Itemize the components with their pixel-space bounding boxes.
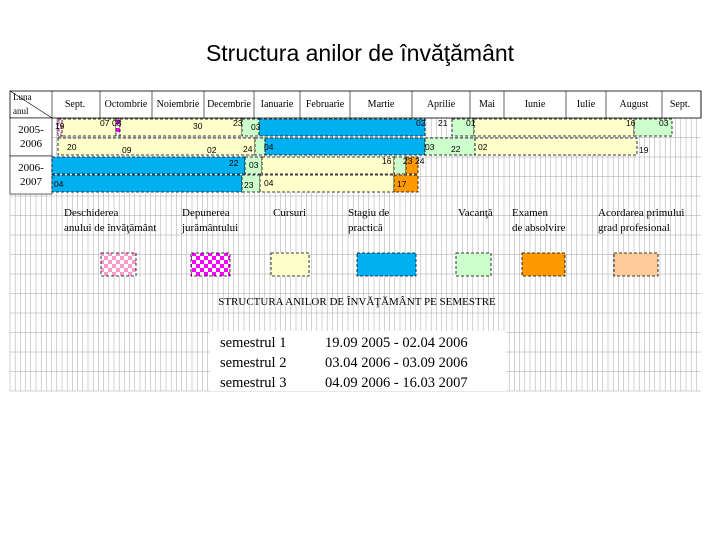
date-label-r2-1: 09 (122, 145, 132, 155)
month-label: Aprilie (426, 99, 456, 110)
year-label-2005-2006-line2: 2006 (20, 138, 42, 150)
date-label-r4-0: 04 (54, 179, 64, 189)
semester-3-name: semestrul 3 (220, 375, 287, 391)
semester-1-name: semestrul 1 (220, 335, 287, 351)
corner-month-label: Luna (13, 92, 32, 102)
date-label-r2-6: 22 (451, 144, 461, 154)
bar-courses-2005-r2 (58, 138, 255, 155)
date-label-r1-6: 02 (416, 118, 426, 128)
year-label-2005-2006-line1: 2005- (18, 124, 44, 136)
month-label: Decembrie (207, 99, 251, 110)
legend-swatch-courses (271, 253, 309, 276)
bar-practice-2006 (259, 119, 425, 136)
semester-2-name: semestrul 2 (220, 355, 287, 371)
date-label-r1-3: 30 (193, 121, 203, 131)
legend-label-practice-line2: practică (348, 222, 383, 234)
month-label: Sept. (669, 99, 691, 110)
legend-swatch-practice (357, 253, 416, 276)
month-label: August (619, 99, 649, 110)
date-label-r1-0: 19 (55, 121, 65, 131)
year-label-2006-2007-line2: 2007 (20, 176, 42, 188)
semester-3-period: 04.09 2006 - 16.03 2007 (325, 375, 468, 391)
legend-swatch-vacation (456, 253, 491, 276)
bar-courses-2007-r3 (262, 157, 394, 174)
legend-label-courses: Cursuri (273, 207, 306, 219)
bar-practice-2006-r2 (265, 138, 425, 155)
month-label: Sept. (64, 99, 86, 110)
date-label-r4-3: 17 (397, 179, 407, 189)
date-label-r1-4: 23 (233, 118, 243, 128)
date-label-r2-3: 24 (243, 144, 253, 154)
date-label-r1-10: 03 (659, 118, 669, 128)
date-label-r2-8: 19 (639, 145, 649, 155)
date-label-r1-5: 03 (251, 122, 261, 132)
bar-courses-2006-r2 (475, 138, 637, 155)
month-label: Iunie (524, 99, 546, 110)
legend-label-vacation: Vacanţă (458, 207, 493, 219)
bar-practice-2006-r3 (52, 157, 245, 174)
legend-label-oath-line2: jurământului (182, 222, 239, 234)
month-label: Martie (367, 99, 395, 110)
date-label-r3-0: 22 (229, 158, 239, 168)
date-label-r1-2: 08 (112, 118, 122, 128)
legend-swatch-oath (191, 253, 230, 276)
date-label-r4-2: 04 (264, 178, 274, 188)
date-label-r2-4: 04 (264, 142, 274, 152)
semester-1-period: 19.09 2005 - 02.04 2006 (325, 335, 468, 351)
date-label-r3-4: 24 (415, 156, 425, 166)
year-labels (10, 118, 52, 194)
bar-courses-2006 (474, 119, 634, 136)
month-label: Noiembrie (156, 99, 200, 110)
date-label-r1-9: 16 (626, 118, 636, 128)
month-label: Mai (478, 99, 496, 110)
date-label-r2-5: 03 (425, 142, 435, 152)
date-label-r3-3: 23 (403, 156, 413, 166)
semester-2-period: 03.04 2006 - 03.09 2006 (325, 355, 468, 371)
corner-year-label: anul (13, 106, 29, 116)
bar-courses-2007-r4 (260, 175, 394, 192)
page-title: Structura anilor de învăţământ (205, 40, 515, 66)
month-label: Ianuarie (260, 99, 294, 110)
bar-practice-2006-r4 (52, 175, 242, 192)
legend-swatch-grade (614, 253, 658, 276)
legend-label-grade-line1: Acordarea primului (598, 207, 685, 219)
legend-label-grade-line2: grad profesional (598, 222, 670, 234)
date-label-r1-7: 21 (438, 118, 448, 128)
date-label-r2-0: 20 (67, 142, 77, 152)
month-label: Octombrie (104, 99, 148, 110)
date-label-r1-1: 07 (100, 118, 110, 128)
date-label-r2-7: 02 (478, 142, 488, 152)
legend-label-oath-line1: Depunerea (182, 207, 230, 219)
year-label-2006-2007-line1: 2006- (18, 162, 44, 174)
date-label-r3-2: 16 (382, 156, 392, 166)
legend-label-opening-line1: Deschiderea (64, 207, 119, 219)
date-label-r1-8: 01 (466, 118, 476, 128)
legend-label-exam-line2: de absolvire (512, 222, 566, 234)
semester-table-title: STRUCTURA ANILOR DE ÎNVĂŢĂMÂNT PE SEMESTRE (218, 296, 496, 308)
legend-label-exam-line1: Examen (512, 207, 549, 219)
date-label-r3-1: 03 (249, 160, 259, 170)
legend-swatch-opening (101, 253, 136, 276)
date-label-r2-2: 02 (207, 145, 217, 155)
date-label-r4-1: 23 (244, 180, 254, 190)
legend-label-opening-line2: anului de învăţământ (64, 222, 157, 234)
month-label: Iulie (576, 99, 596, 110)
legend-label-practice-line1: Stagiu de (348, 207, 390, 219)
calendar-header (10, 91, 701, 118)
month-label: Februarie (305, 99, 345, 110)
bar-courses-2005b (120, 119, 242, 136)
legend-swatch-exam (522, 253, 565, 276)
